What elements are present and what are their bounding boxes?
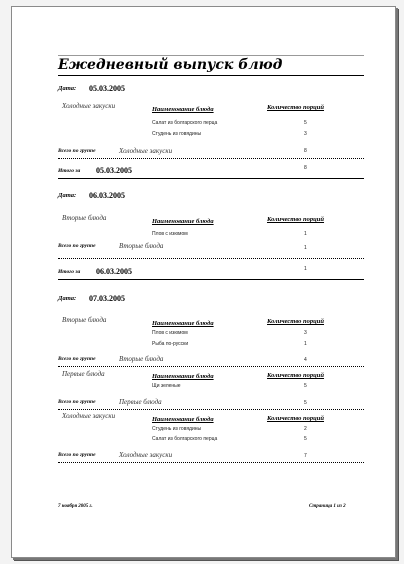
dish-name: Щи зеленые bbox=[152, 383, 181, 389]
group-category: Холодные закуски bbox=[62, 412, 116, 420]
dish-name: Салат из болгарского перца bbox=[152, 120, 218, 126]
total-date: 06.03.2005 bbox=[96, 267, 132, 276]
report-page bbox=[11, 6, 396, 558]
group-divider bbox=[58, 462, 364, 463]
subtotal-category: Вторые блюда bbox=[119, 355, 164, 363]
day-rule bbox=[58, 279, 364, 280]
subtotal-category: Холодные закуски bbox=[119, 147, 173, 155]
subtotal-label: Всего по группе bbox=[58, 399, 96, 405]
col-count-header: Количество порций bbox=[267, 318, 325, 325]
dish-count: 5 bbox=[304, 383, 307, 389]
dish-name: Салат из болгарского перца bbox=[152, 436, 218, 442]
subtotal-count: 5 bbox=[304, 400, 307, 406]
dish-name: Плов с изюмом bbox=[152, 231, 188, 237]
dish-count: 1 bbox=[304, 231, 307, 237]
subtotal-count: 4 bbox=[304, 357, 307, 363]
footer-date: 7 ноября 2005 г. bbox=[58, 504, 93, 509]
report-title: Ежедневный выпуск блюд bbox=[58, 57, 283, 73]
total-label: Итого за bbox=[58, 168, 81, 174]
subtotal-label: Всего по группе bbox=[58, 356, 96, 362]
dish-name: Рыба по-русски bbox=[152, 341, 189, 347]
group-category: Вторые блюда bbox=[62, 214, 107, 222]
col-dish-header: Наименование блюда bbox=[152, 320, 214, 327]
subtotal-category: Холодные закуски bbox=[119, 451, 173, 459]
total-label: Итого за bbox=[58, 269, 81, 275]
total-count: 8 bbox=[304, 165, 307, 171]
group-category: Вторые блюда bbox=[62, 316, 107, 324]
day-rule bbox=[58, 178, 364, 179]
col-count-header: Количество порций bbox=[267, 216, 325, 223]
date-value: 05.03.2005 bbox=[89, 84, 125, 93]
subtotal-count: 8 bbox=[304, 148, 307, 154]
dish-count: 1 bbox=[304, 341, 307, 347]
date-value: 07.03.2005 bbox=[89, 294, 125, 303]
date-value: 06.03.2005 bbox=[89, 191, 125, 200]
date-label: Дата: bbox=[58, 85, 77, 92]
subtotal-label: Всего по группе bbox=[58, 148, 96, 154]
dish-name: Плов с изюмом bbox=[152, 330, 188, 336]
date-label: Дата: bbox=[58, 295, 77, 302]
group-divider bbox=[58, 366, 364, 367]
subtotal-count: 7 bbox=[304, 453, 307, 459]
col-count-header: Количество порций bbox=[267, 104, 325, 111]
group-divider bbox=[58, 409, 364, 410]
dish-count: 5 bbox=[304, 436, 307, 442]
subtotal-category: Вторые блюда bbox=[119, 242, 164, 250]
dish-count: 3 bbox=[304, 330, 307, 336]
title-bottom-rule bbox=[58, 75, 364, 76]
dish-count: 3 bbox=[304, 131, 307, 137]
group-divider bbox=[58, 158, 364, 159]
group-category: Холодные закуски bbox=[62, 102, 116, 110]
total-date: 05.03.2005 bbox=[96, 166, 132, 175]
subtotal-label: Всего по группе bbox=[58, 243, 96, 249]
col-dish-header: Наименование блюда bbox=[152, 106, 214, 113]
dish-count: 2 bbox=[304, 426, 307, 432]
total-count: 1 bbox=[304, 266, 307, 272]
footer-page-number: Страница 1 из 2 bbox=[309, 504, 346, 509]
subtotal-count: 1 bbox=[304, 245, 307, 251]
col-dish-header: Наименование блюда bbox=[152, 373, 214, 380]
group-category: Первые блюда bbox=[62, 370, 105, 378]
col-count-header: Количество порций bbox=[267, 372, 325, 379]
group-divider bbox=[58, 258, 364, 259]
col-count-header: Количество порций bbox=[267, 415, 325, 422]
subtotal-label: Всего по группе bbox=[58, 452, 96, 458]
dish-count: 5 bbox=[304, 120, 307, 126]
col-dish-header: Наименование блюда bbox=[152, 218, 214, 225]
subtotal-category: Первые блюда bbox=[119, 398, 162, 406]
title-top-rule bbox=[58, 55, 364, 56]
dish-name: Студень из говядины bbox=[152, 131, 202, 137]
col-dish-header: Наименование блюда bbox=[152, 416, 214, 423]
date-label: Дата: bbox=[58, 192, 77, 199]
dish-name: Студень из говядины bbox=[152, 426, 202, 432]
